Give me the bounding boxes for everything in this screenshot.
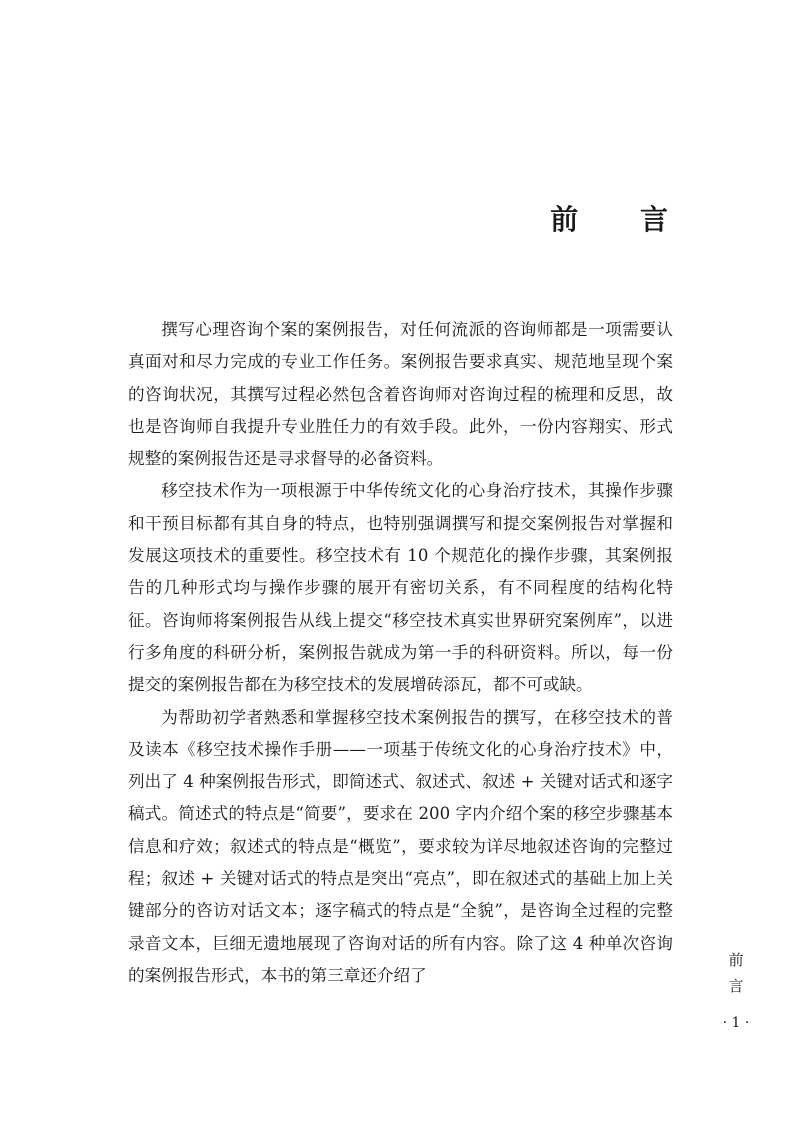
paragraph: 撰写心理咨询个案的案例报告，对任何流派的咨询师都是一项需要认真面对和尽力完成的专业工作任务。案例报告要求真实、规范地呈现个案的咨询状况，其撰写过程必然包含着咨询师对咨询过程的梳理和反思，故也是咨询师自我提升专业胜任力的有效手段。此外，一份内容翔实、形式规整的案例报告还是寻求督导的必备资料。	[128, 320, 673, 469]
page-number: · 1 ·	[722, 1015, 750, 1031]
paragraph: 移空技术作为一项根源于中华传统文化的心身治疗技术，其操作步骤和干预目标都有其自身的特点，也特别强调撰写和提交案例报告对掌握和发展这项技术的重要性。移空技术有 10 个规范化的操作步骤，其案例报告的几种形式均与操作步骤的展开有密切关系，有不同程度的结构化特征。咨询师将案例报告从线上提交“移空技术真实世界研究案例库”，以进行多角度的科研分析，案例报告就成为第一手的科研资料。所以，每一份提交的案例报告都在为移空技术的发展增砖添瓦，都不可或缺。	[128, 481, 673, 695]
page-title: 前 言	[550, 203, 694, 236]
running-header	[726, 947, 746, 999]
body-text	[128, 314, 673, 992]
paragraph: 为帮助初学者熟悉和掌握移空技术案例报告的撰写，在移空技术的普及读本《移空技术操作手册——一项基于传统文化的心身治疗技术》中，列出了 4 种案例报告形式，即简述式、叙述式、叙述 + 关键对话式和逐字稿式。简述式的特点是“简要”，要求在 200 字内介绍个案的移空步骤基本信息和疗效；叙述式的特点是“概览”，要求较为详尽地叙述咨询的完整过程；叙述 + 关键对话式的特点是突出“亮点”，即在叙述式的基础上加上关键部分的咨访对话文本；逐字稿式的特点是“全貌”，是咨询全过程的完整录音文本，巨细无遗地展现了咨询对话的所有内容。除了这 4 种单次咨询的案例报告形式，本书的第三章还介绍了	[128, 707, 673, 985]
running-header-char: 前	[728, 951, 744, 969]
running-header-char: 言	[728, 977, 744, 995]
